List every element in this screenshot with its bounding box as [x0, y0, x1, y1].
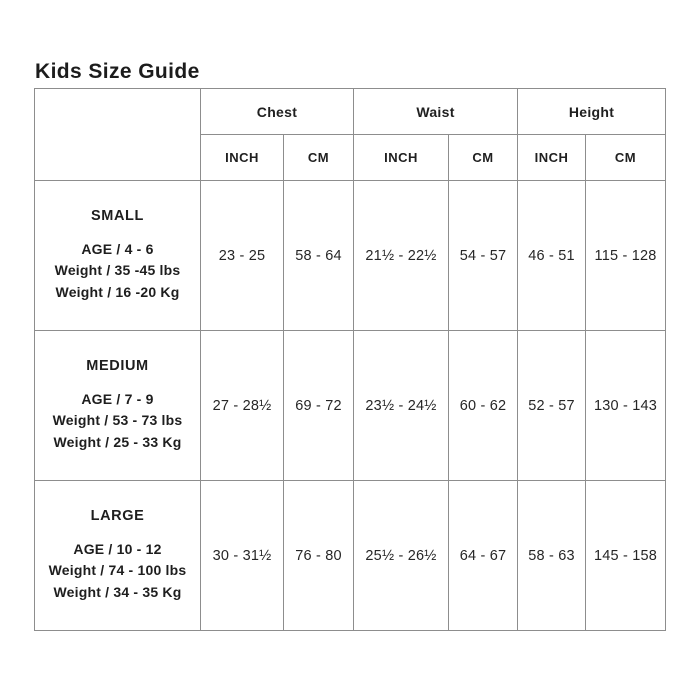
weight-lbs-label: Weight / 35 -45 lbs: [54, 262, 181, 279]
height-cm-value: 145 - 158: [586, 481, 666, 631]
weight-kg-label: Weight / 25 - 33 Kg: [53, 433, 182, 450]
size-label-cell: [35, 181, 201, 331]
size-label-cell: [35, 331, 201, 481]
weight-lbs-label: Weight / 74 - 100 lbs: [48, 562, 187, 579]
age-label: AGE / 4 - 6: [81, 240, 154, 257]
group-header-row: [35, 89, 666, 135]
size-guide-table: [34, 88, 666, 631]
height-cm-header: CM: [586, 135, 666, 181]
size-label-cell: [35, 481, 201, 631]
table-row-small: [35, 181, 666, 331]
weight-kg-label: Weight / 16 -20 Kg: [55, 283, 180, 300]
page-title: Kids Size Guide: [35, 60, 200, 83]
waist-cm-value: 64 - 67: [449, 481, 518, 631]
height-group-header: Height: [518, 89, 666, 135]
height-inch-value: 58 - 63: [518, 481, 586, 631]
height-inch-header: INCH: [518, 135, 586, 181]
waist-inch-header: INCH: [354, 135, 449, 181]
table-row-medium: [35, 331, 666, 481]
table-row-large: [35, 481, 666, 631]
chest-cm-header: CM: [284, 135, 354, 181]
height-inch-value: 46 - 51: [518, 181, 586, 331]
waist-cm-value: 60 - 62: [449, 331, 518, 481]
size-name: SMALL: [91, 207, 144, 224]
waist-group-header: Waist: [354, 89, 518, 135]
chest-inch-value: 23 - 25: [201, 181, 284, 331]
chest-group-header: Chest: [201, 89, 354, 135]
age-label: AGE / 10 - 12: [73, 540, 162, 557]
corner-empty-cell: [35, 89, 201, 181]
size-name: MEDIUM: [86, 357, 149, 374]
chest-cm-value: 69 - 72: [284, 331, 354, 481]
height-cm-value: 130 - 143: [586, 331, 666, 481]
weight-kg-label: Weight / 34 - 35 Kg: [53, 583, 182, 600]
waist-inch-value: 23½ - 24½: [354, 331, 449, 481]
chest-inch-value: 30 - 31½: [201, 481, 284, 631]
chest-inch-value: 27 - 28½: [201, 331, 284, 481]
chest-cm-value: 76 - 80: [284, 481, 354, 631]
height-inch-value: 52 - 57: [518, 331, 586, 481]
chest-cm-value: 58 - 64: [284, 181, 354, 331]
waist-inch-value: 25½ - 26½: [354, 481, 449, 631]
size-name: LARGE: [90, 507, 145, 524]
weight-lbs-label: Weight / 53 - 73 lbs: [52, 412, 183, 429]
chest-inch-header: INCH: [201, 135, 284, 181]
height-cm-value: 115 - 128: [586, 181, 666, 331]
waist-cm-header: CM: [449, 135, 518, 181]
waist-inch-value: 21½ - 22½: [354, 181, 449, 331]
age-label: AGE / 7 - 9: [81, 390, 154, 407]
waist-cm-value: 54 - 57: [449, 181, 518, 331]
